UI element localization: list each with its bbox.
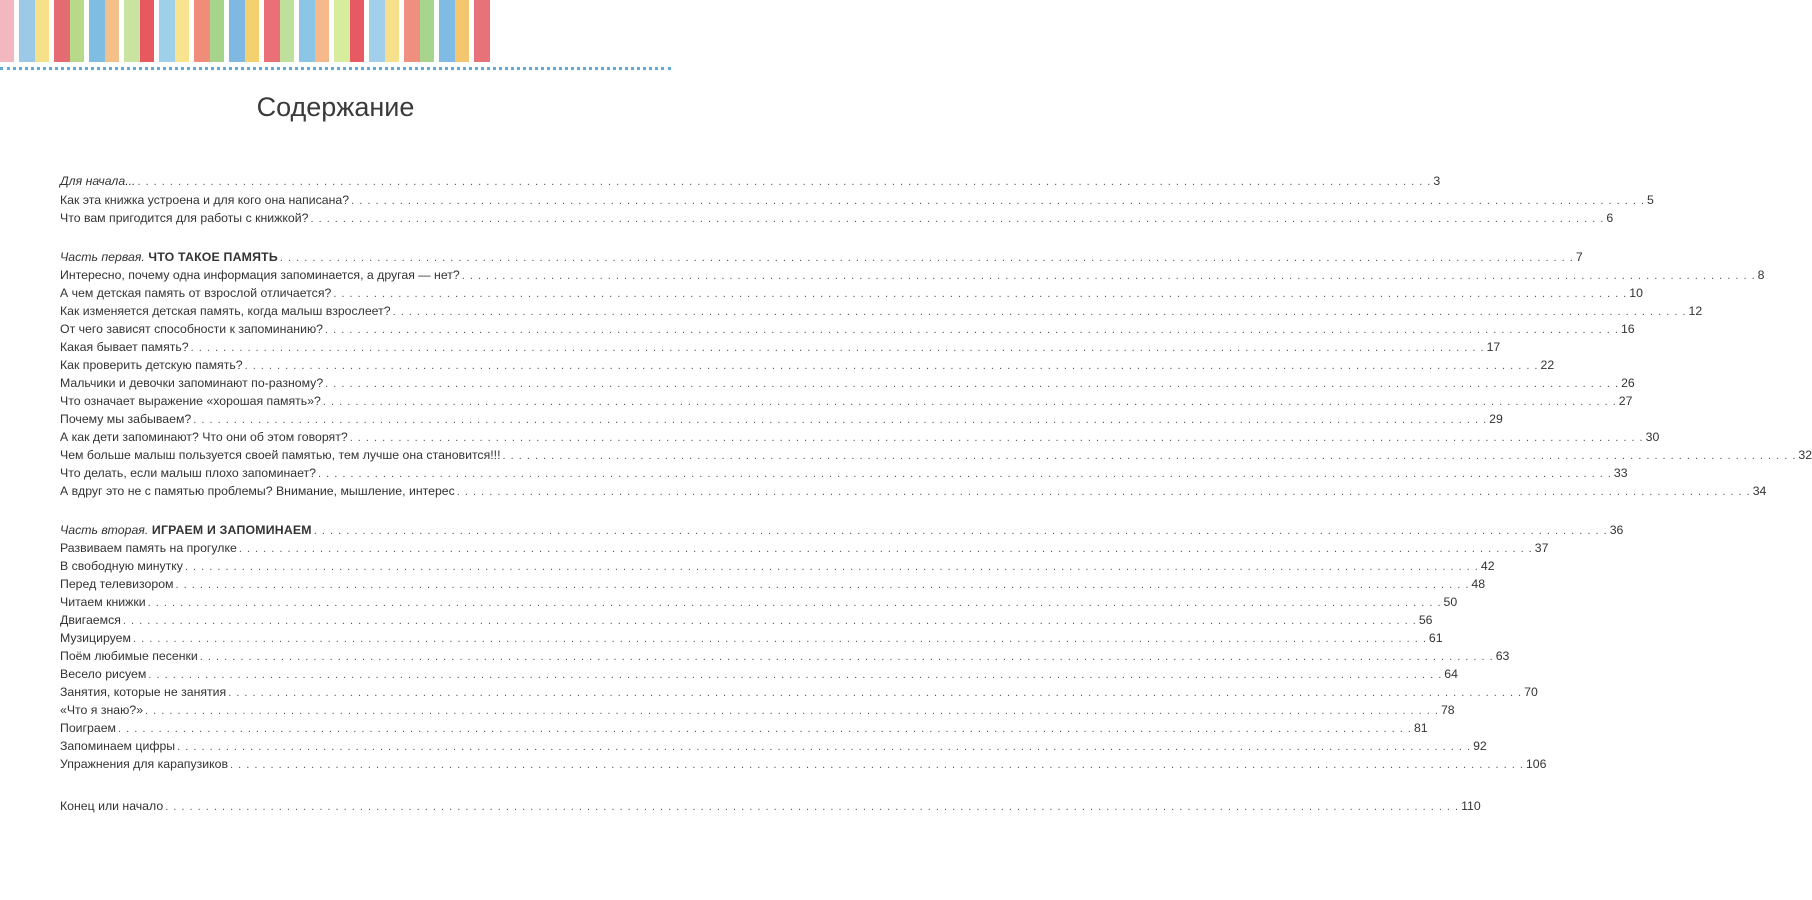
dot-leader: . . . . . . . . . . . . . . . . . . . . . . . . . . . . . . . . . . . . . . . . . . . . . . . . . . . . . . . . . . . . . . . . . . . . . . . . . . . . . . . . . . . . . . . . . . . . . . . . . . . . . . . . . . . . . . . . . . . . . . . . . . . . . . . . . . . . . . . . . . . . . . . . . . . . . . . . . . . . . . . . [313, 525, 1608, 537]
stripe [420, 0, 434, 62]
toc-page-number: 106 [1525, 757, 1547, 771]
stripe [35, 0, 49, 62]
dot-leader: . . . . . . . . . . . . . . . . . . . . . . . . . . . . . . . . . . . . . . . . . . . . . . . . . . . . . . . . . . . . . . . . . . . . . . . . . . . . . . . . . . . . . . . . . . . . . . . . . . . . . . . . . . . . . . . . . . . . . . . . . . . . . . . . . . . . . . . . . . . . . . . . . . . . . . . . . . . . . . . . [193, 414, 1488, 426]
toc-entry-title: Какая бывает память? [60, 340, 189, 354]
toc-entry-title: От чего зависят способности к запоминанию? [60, 322, 324, 336]
stripe [159, 0, 175, 62]
toc-page-number: 34 [1752, 484, 1767, 498]
toc-entry-title: Музицируем [60, 631, 131, 645]
dot-leader: . . . . . . . . . . . . . . . . . . . . . . . . . . . . . . . . . . . . . . . . . . . . . . . . . . . . . . . . . . . . . . . . . . . . . . . . . . . . . . . . . . . . . . . . . . . . . . . . . . . . . . . . . . . . . . . . . . . . . . . . . . . . . . . . . . . . . . . . . . . . . . . . . . . . . . . . . . . . . . . . [238, 543, 1533, 555]
dot-leader: . . . . . . . . . . . . . . . . . . . . . . . . . . . . . . . . . . . . . . . . . . . . . . . . . . . . . . . . . . . . . . . . . . . . . . . . . . . . . . . . . . . . . . . . . . . . . . . . . . . . . . . . . . . . . . . . . . . . . . . . . . . . . . . . . . . . . . . . . . . . . . . . . . . . . . . . . . . . . . . . [244, 360, 1539, 372]
stripe [385, 0, 399, 62]
toc-page-number: 56 [1418, 613, 1433, 627]
toc-entry [60, 799, 1481, 817]
dot-leader: . . . . . . . . . . . . . . . . . . . . . . . . . . . . . . . . . . . . . . . . . . . . . . . . . . . . . . . . . . . . . . . . . . . . . . . . . . . . . . . . . . . . . . . . . . . . . . . . . . . . . . . . . . . . . . . . . . . . . . . . . . . . . . . . . . . . . . . . . . . . . . . . . . . . . . . . . . . . . . . . [351, 195, 1646, 207]
toc-page-number: 50 [1443, 595, 1458, 609]
toc-page-number: 92 [1473, 739, 1487, 753]
toc-entry-title: Занятия, которые не занятия [60, 685, 227, 699]
toc-page-number: 12 [1688, 304, 1703, 318]
toc-entry-title: В свободную минутку [60, 559, 183, 573]
stripe [439, 0, 455, 62]
toc-page-number: 78 [1440, 703, 1455, 717]
toc-entry [60, 394, 1633, 412]
stripe [369, 0, 385, 62]
toc-entry [60, 631, 1443, 649]
dot-leader: . . . . . . . . . . . . . . . . . . . . . . . . . . . . . . . . . . . . . . . . . . . . . . . . . . . . . . . . . . . . . . . . . . . . . . . . . . . . . . . . . . . . . . . . . . . . . . . . . . . . . . . . . . . . . . . . . . . . . . . . . . . . . . . . . . . . . . . . . . . . . . . . . . . . . . . . . . . . . . . . [184, 561, 1479, 573]
toc-page-number: 6 [1606, 211, 1614, 225]
stripe [70, 0, 84, 62]
toc-entry-title [60, 523, 312, 537]
stripe [299, 0, 315, 62]
dot-leader: . . . . . . . . . . . . . . . . . . . . . . . . . . . . . . . . . . . . . . . . . . . . . . . . . . . . . . . . . . . . . . . . . . . . . . . . . . . . . . . . . . . . . . . . . . . . . . . . . . . . . . . . . . . . . . . . . . . . . . . . . . . . . . . . . . . . . . . . . . . . . . . . . . . . . . . . . . . . . . . . [177, 741, 1472, 753]
toc-entry [60, 484, 1767, 502]
stripe [175, 0, 189, 62]
toc-page-number: 26 [1621, 376, 1635, 390]
toc-entry-title: Как эта книжка устроена и для кого она написана? [60, 193, 350, 207]
toc-entry-title: Как проверить детскую память? [60, 358, 243, 372]
dot-leader: . . . . . . . . . . . . . . . . . . . . . . . . . . . . . . . . . . . . . . . . . . . . . . . . . . . . . . . . . . . . . . . . . . . . . . . . . . . . . . . . . . . . . . . . . . . . . . . . . . . . . . . . . . . . . . . . . . . . . . . . . . . . . . . . . . . . . . . . . . . . . . . . . . . . . . . . . . . . . . . . [175, 579, 1470, 591]
dot-leader: . . . . . . . . . . . . . . . . . . . . . . . . . . . . . . . . . . . . . . . . . . . . . . . . . . . . . . . . . . . . . . . . . . . . . . . . . . . . . . . . . . . . . . . . . . . . . . . . . . . . . . . . . . . . . . . . . . . . . . . . . . . . . . . . . . . . . . . . . . . . . . . . . . . . . . . . . . . . . . . . [322, 396, 1617, 408]
stripe [474, 0, 490, 62]
toc-page-number: 7 [1575, 250, 1583, 264]
toc-entry-title: Чем больше малыш пользуется своей памятью, тем лучше она становится!!! [60, 448, 501, 462]
toc-page-number: 27 [1618, 394, 1633, 408]
toc-part-prefix: Часть вторая. [60, 523, 149, 537]
toc-entry-title: А вдруг это не с памятью проблемы? Внимание, мышление, интерес [60, 484, 455, 498]
toc-page-number: 63 [1495, 649, 1510, 663]
toc-entry-title: Для начала... [60, 174, 136, 188]
toc-page-number: 5 [1647, 193, 1654, 207]
dot-leader: . . . . . . . . . . . . . . . . . . . . . . . . . . . . . . . . . . . . . . . . . . . . . . . . . . . . . . . . . . . . . . . . . . . . . . . . . . . . . . . . . . . . . . . . . . . . . . . . . . . . . . . . . . . . . . . . . . . . . . . . . . . . . . . . . . . . . . . . . . . . . . . . . . . . . . . . . . . . . . . . [199, 651, 1494, 663]
toc-entry [60, 649, 1510, 667]
toc-entry-title: Что означает выражение «хорошая память»? [60, 394, 321, 408]
toc-entry [60, 174, 1441, 192]
dot-leader: . . . . . . . . . . . . . . . . . . . . . . . . . . . . . . . . . . . . . . . . . . . . . . . . . . . . . . . . . . . . . . . . . . . . . . . . . . . . . . . . . . . . . . . . . . . . . . . . . . . . . . . . . . . . . . . . . . . . . . . . . . . . . . . . . . . . . . . . . . . . . . . . . . . . . . . . . . . . . . . . [118, 723, 1412, 735]
toc-entry [60, 193, 1654, 211]
toc-page-number: 30 [1645, 430, 1660, 444]
toc-entry [60, 304, 1703, 322]
toc-entry [60, 703, 1455, 721]
stripe [89, 0, 105, 62]
dot-leader: . . . . . . . . . . . . . . . . . . . . . . . . . . . . . . . . . . . . . . . . . . . . . . . . . . . . . . . . . . . . . . . . . . . . . . . . . . . . . . . . . . . . . . . . . . . . . . . . . . . . . . . . . . . . . . . . . . . . . . . . . . . . . . . . . . . . . . . . . . . . . . . . . . . . . . . . . . . . . . . . [279, 252, 1574, 264]
stripe [124, 0, 140, 62]
toc-entry [60, 721, 1428, 739]
toc-entry [60, 577, 1486, 595]
dot-leader: . . . . . . . . . . . . . . . . . . . . . . . . . . . . . . . . . . . . . . . . . . . . . . . . . . . . . . . . . . . . . . . . . . . . . . . . . . . . . . . . . . . . . . . . . . . . . . . . . . . . . . . . . . . . . . . . . . . . . . . . . . . . . . . . . . . . . . . . . . . . . . . . . . . . . . . . . . . . . . . . [165, 801, 1460, 813]
dot-leader: . . . . . . . . . . . . . . . . . . . . . . . . . . . . . . . . . . . . . . . . . . . . . . . . . . . . . . . . . . . . . . . . . . . . . . . . . . . . . . . . . . . . . . . . . . . . . . . . . . . . . . . . . . . . . . . . . . . . . . . . . . . . . . . . . . . . . . . . . . . . . . . . . . . . . . . . . . . . . . . . [325, 378, 1620, 390]
stripe [334, 0, 350, 62]
page-title: Содержание [256, 92, 415, 122]
dot-leader: . . . . . . . . . . . . . . . . . . . . . . . . . . . . . . . . . . . . . . . . . . . . . . . . . . . . . . . . . . . . . . . . . . . . . . . . . . . . . . . . . . . . . . . . . . . . . . . . . . . . . . . . . . . . . . . . . . . . . . . . . . . . . . . . . . . . . . . . . . . . . . . . . . . . . . . . . . . . . . . . [137, 176, 1432, 188]
stripe [245, 0, 259, 62]
stripe [280, 0, 294, 62]
toc-entry-title: Весело рисуем [60, 667, 147, 681]
toc-page-number: 16 [1620, 322, 1635, 336]
toc-page-number: 42 [1480, 559, 1495, 573]
toc-entry-title: Что делать, если малыш плохо запоминает? [60, 466, 316, 480]
toc-entry-title: А чем детская память от взрослой отличается? [60, 286, 332, 300]
toc-entry [60, 559, 1495, 577]
dot-leader: . . . . . . . . . . . . . . . . . . . . . . . . . . . . . . . . . . . . . . . . . . . . . . . . . . . . . . . . . . . . . . . . . . . . . . . . . . . . . . . . . . . . . . . . . . . . . . . . . . . . . . . . . . . . . . . . . . . . . . . . . . . . . . . . . . . . . . . . . . . . . . . . . . . . . . . . . . . . . . . . [122, 615, 1417, 627]
toc-entry [60, 412, 1503, 430]
toc-entry [60, 211, 1614, 229]
toc-page-number: 17 [1486, 340, 1501, 354]
dot-leader: . . . . . . . . . . . . . . . . . . . . . . . . . . . . . . . . . . . . . . . . . . . . . . . . . . . . . . . . . . . . . . . . . . . . . . . . . . . . . . . . . . . . . . . . . . . . . . . . . . . . . . . . . . . . . . . . . . . . . . . . . . . . . . . . . . . . . . . . . . . . . . . . . . . . . . . . . . . . . . . . [349, 432, 1644, 444]
toc-page-number: 110 [1461, 799, 1481, 813]
toc-entry-title: Поиграем [60, 721, 117, 735]
toc-page-number: 48 [1471, 577, 1486, 591]
toc-entry [60, 757, 1547, 775]
toc-page-number: 33 [1613, 466, 1628, 480]
toc-entry [60, 340, 1501, 358]
toc-part-title: ЧТО ТАКОЕ ПАМЯТЬ [144, 250, 278, 264]
toc-entry [60, 541, 1549, 559]
dot-leader: . . . . . . . . . . . . . . . . . . . . . . . . . . . . . . . . . . . . . . . . . . . . . . . . . . . . . . . . . . . . . . . . . . . . . . . . . . . . . . . . . . . . . . . . . . . . . . . . . . . . . . . . . . . . . . . . . . . . . . . . . . . . . . . . . . . . . . . . . . . . . . . . . . . . . . . . . . . . . . . . [456, 486, 1751, 498]
dot-leader: . . . . . . . . . . . . . . . . . . . . . . . . . . . . . . . . . . . . . . . . . . . . . . . . . . . . . . . . . . . . . . . . . . . . . . . . . . . . . . . . . . . . . . . . . . . . . . . . . . . . . . . . . . . . . . . . . . . . . . . . . . . . . . . . . . . . . . . . . . . . . . . . . . . . . . . . . . . . . . . . [148, 669, 1443, 681]
toc-page-number: 70 [1524, 685, 1538, 699]
dot-leader: . . . . . . . . . . . . . . . . . . . . . . . . . . . . . . . . . . . . . . . . . . . . . . . . . . . . . . . . . . . . . . . . . . . . . . . . . . . . . . . . . . . . . . . . . . . . . . . . . . . . . . . . . . . . . . . . . . . . . . . . . . . . . . . . . . . . . . . . . . . . . . . . . . . . . . . . . . . . . . . . [310, 213, 1605, 225]
toc-entry-title: А как дети запоминают? Что они об этом говорят? [60, 430, 348, 444]
toc-entry-title: Упражнения для карапузиков [60, 757, 228, 771]
toc-entry [60, 376, 1635, 394]
dot-leader: . . . . . . . . . . . . . . . . . . . . . . . . . . . . . . . . . . . . . . . . . . . . . . . . . . . . . . . . . . . . . . . . . . . . . . . . . . . . . . . . . . . . . . . . . . . . . . . . . . . . . . . . . . . . . . . . . . . . . . . . . . . . . . . . . . . . . . . . . . . . . . . . . . . . . . . . . . . . . . . . [132, 633, 1427, 645]
toc-entry-title [60, 250, 278, 264]
stripe [140, 0, 154, 62]
toc-page-number: 61 [1428, 631, 1443, 645]
toc-page-number: 64 [1444, 667, 1458, 681]
toc-entry [60, 523, 1624, 541]
stripe [350, 0, 364, 62]
toc-entry [60, 466, 1628, 484]
dot-leader: . . . . . . . . . . . . . . . . . . . . . . . . . . . . . . . . . . . . . . . . . . . . . . . . . . . . . . . . . . . . . . . . . . . . . . . . . . . . . . . . . . . . . . . . . . . . . . . . . . . . . . . . . . . . . . . . . . . . . . . . . . . . . . . . . . . . . . . . . . . . . . . . . . . . . . . . . . . . . . . . [392, 306, 1687, 318]
toc-page-number: 3 [1433, 174, 1441, 188]
toc-entry-title: Мальчики и девочки запоминают по-разному? [60, 376, 324, 390]
stripe [194, 0, 210, 62]
dotted-divider [0, 67, 671, 70]
toc-entry-title: Как изменяется детская память, когда малыш взрослеет? [60, 304, 391, 318]
dot-leader: . . . . . . . . . . . . . . . . . . . . . . . . . . . . . . . . . . . . . . . . . . . . . . . . . . . . . . . . . . . . . . . . . . . . . . . . . . . . . . . . . . . . . . . . . . . . . . . . . . . . . . . . . . . . . . . . . . . . . . . . . . . . . . . . . . . . . . . . . . . . . . . . . . . . . . . . . . . . . . . . [317, 468, 1612, 480]
toc-entry-title: Почему мы забываем? [60, 412, 192, 426]
toc-page-number: 81 [1413, 721, 1428, 735]
decorative-stripes [0, 0, 671, 62]
toc-entry [60, 739, 1487, 757]
stripe [54, 0, 70, 62]
stripe [404, 0, 420, 62]
stripe [264, 0, 280, 62]
toc-entry-title: «Что я знаю?» [60, 703, 144, 717]
toc-entry-title: Перед телевизором [60, 577, 174, 591]
dot-leader: . . . . . . . . . . . . . . . . . . . . . . . . . . . . . . . . . . . . . . . . . . . . . . . . . . . . . . . . . . . . . . . . . . . . . . . . . . . . . . . . . . . . . . . . . . . . . . . . . . . . . . . . . . . . . . . . . . . . . . . . . . . . . . . . . . . . . . . . . . . . . . . . . . . . . . . . . . . . . . . . [502, 450, 1797, 462]
stripe [315, 0, 329, 62]
toc-page-number: 32 [1798, 448, 1812, 462]
stripe [455, 0, 469, 62]
toc-entry [60, 286, 1643, 304]
dot-leader: . . . . . . . . . . . . . . . . . . . . . . . . . . . . . . . . . . . . . . . . . . . . . . . . . . . . . . . . . . . . . . . . . . . . . . . . . . . . . . . . . . . . . . . . . . . . . . . . . . . . . . . . . . . . . . . . . . . . . . . . . . . . . . . . . . . . . . . . . . . . . . . . . . . . . . . . . . . . . . . . [147, 597, 1442, 609]
toc-entry-title: Конец или начало [60, 799, 164, 813]
toc-entry-title: Интересно, почему одна информация запоминается, а другая — нет? [60, 268, 460, 282]
dot-leader: . . . . . . . . . . . . . . . . . . . . . . . . . . . . . . . . . . . . . . . . . . . . . . . . . . . . . . . . . . . . . . . . . . . . . . . . . . . . . . . . . . . . . . . . . . . . . . . . . . . . . . . . . . . . . . . . . . . . . . . . . . . . . . . . . . . . . . . . . . . . . . . . . . . . . . . . . . . . . . . . [333, 288, 1628, 300]
toc-entry-title: Поём любимые песенки [60, 649, 198, 663]
toc-page-number: 8 [1757, 268, 1765, 282]
stripe [210, 0, 224, 62]
dot-leader: . . . . . . . . . . . . . . . . . . . . . . . . . . . . . . . . . . . . . . . . . . . . . . . . . . . . . . . . . . . . . . . . . . . . . . . . . . . . . . . . . . . . . . . . . . . . . . . . . . . . . . . . . . . . . . . . . . . . . . . . . . . . . . . . . . . . . . . . . . . . . . . . . . . . . . . . . . . . . . . . [229, 759, 1524, 771]
toc-page-number: 36 [1609, 523, 1624, 537]
toc-entry-title: Запоминаем цифры [60, 739, 176, 753]
toc-entry [60, 667, 1458, 685]
toc-page-number: 10 [1629, 286, 1643, 300]
toc-entry-title: Читаем книжки [60, 595, 146, 609]
dot-leader: . . . . . . . . . . . . . . . . . . . . . . . . . . . . . . . . . . . . . . . . . . . . . . . . . . . . . . . . . . . . . . . . . . . . . . . . . . . . . . . . . . . . . . . . . . . . . . . . . . . . . . . . . . . . . . . . . . . . . . . . . . . . . . . . . . . . . . . . . . . . . . . . . . . . . . . . . . . . . . . . [325, 324, 1619, 336]
stripe [229, 0, 245, 62]
stripe [0, 0, 14, 62]
toc-entry-title: Что вам пригодится для работы с книжкой? [60, 211, 309, 225]
toc-page-number: 22 [1540, 358, 1555, 372]
stripe [19, 0, 35, 62]
toc-entry [60, 358, 1555, 376]
toc-entry [60, 250, 1583, 268]
dot-leader: . . . . . . . . . . . . . . . . . . . . . . . . . . . . . . . . . . . . . . . . . . . . . . . . . . . . . . . . . . . . . . . . . . . . . . . . . . . . . . . . . . . . . . . . . . . . . . . . . . . . . . . . . . . . . . . . . . . . . . . . . . . . . . . . . . . . . . . . . . . . . . . . . . . . . . . . . . . . . . . . [461, 270, 1756, 282]
toc-entry [60, 430, 1660, 448]
toc-entry [60, 613, 1433, 631]
dot-leader: . . . . . . . . . . . . . . . . . . . . . . . . . . . . . . . . . . . . . . . . . . . . . . . . . . . . . . . . . . . . . . . . . . . . . . . . . . . . . . . . . . . . . . . . . . . . . . . . . . . . . . . . . . . . . . . . . . . . . . . . . . . . . . . . . . . . . . . . . . . . . . . . . . . . . . . . . . . . . . . . [190, 342, 1485, 354]
toc-entry-title: Двигаемся [60, 613, 121, 627]
toc-entry [60, 685, 1538, 703]
dot-leader: . . . . . . . . . . . . . . . . . . . . . . . . . . . . . . . . . . . . . . . . . . . . . . . . . . . . . . . . . . . . . . . . . . . . . . . . . . . . . . . . . . . . . . . . . . . . . . . . . . . . . . . . . . . . . . . . . . . . . . . . . . . . . . . . . . . . . . . . . . . . . . . . . . . . . . . . . . . . . . . . [228, 687, 1523, 699]
toc-entry [60, 322, 1635, 340]
toc-entry [60, 595, 1458, 613]
dot-leader: . . . . . . . . . . . . . . . . . . . . . . . . . . . . . . . . . . . . . . . . . . . . . . . . . . . . . . . . . . . . . . . . . . . . . . . . . . . . . . . . . . . . . . . . . . . . . . . . . . . . . . . . . . . . . . . . . . . . . . . . . . . . . . . . . . . . . . . . . . . . . . . . . . . . . . . . . . . . . . . . [145, 705, 1439, 717]
toc-entry [60, 448, 1812, 466]
stripe [105, 0, 119, 62]
toc-entry-title: Развиваем память на прогулке [60, 541, 237, 555]
toc-part-title: ИГРАЕМ И ЗАПОМИНАЕМ [148, 523, 312, 537]
toc-part-prefix: Часть первая. [60, 250, 145, 264]
toc-page-number: 29 [1489, 412, 1503, 426]
toc-entry [60, 268, 1765, 286]
toc-page-number: 37 [1534, 541, 1549, 555]
